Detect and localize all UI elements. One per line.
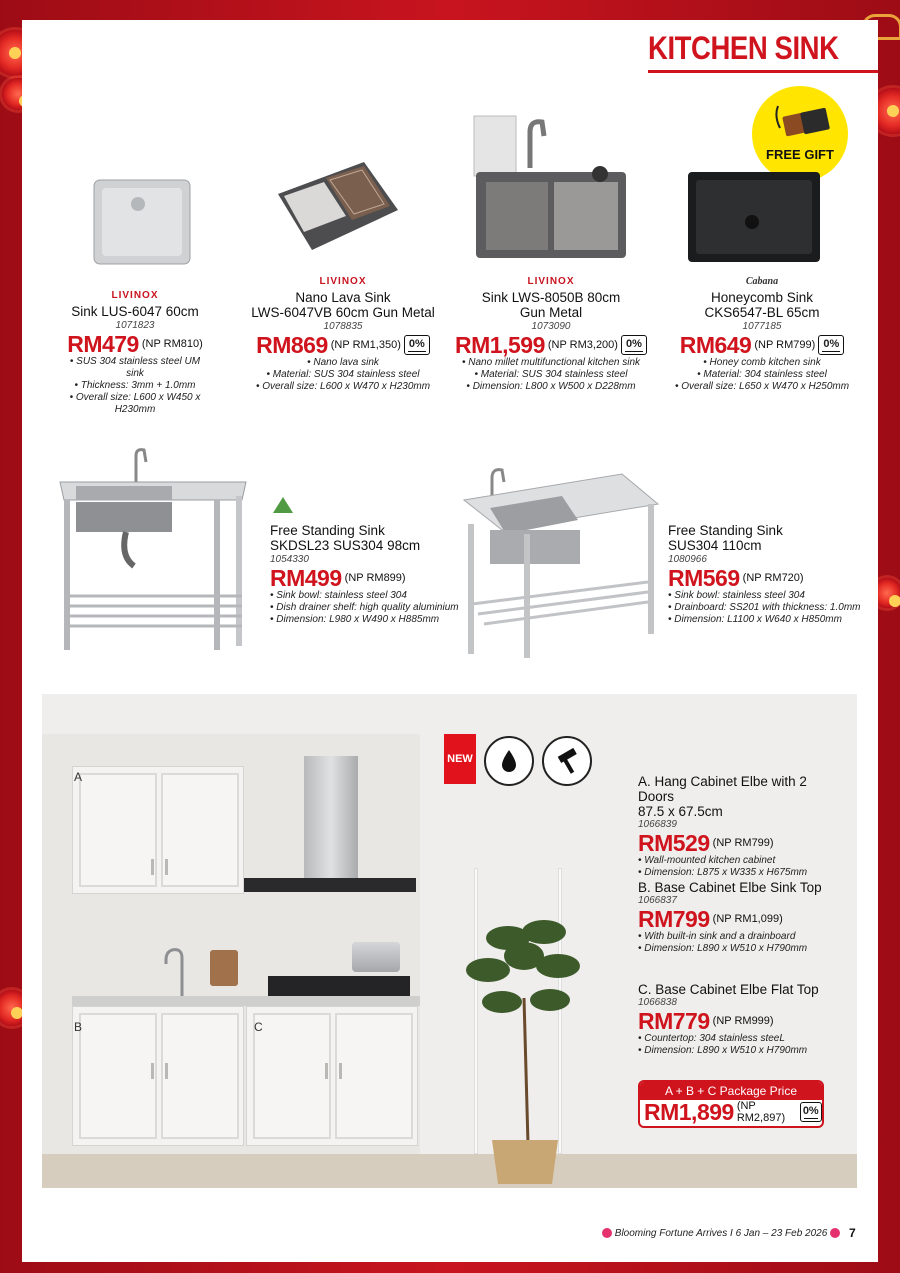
cabinet-door	[161, 1013, 239, 1139]
product-code: 1066838	[638, 997, 677, 1008]
zero-interest-icon: 0%	[818, 335, 844, 355]
product-name-line2: LWS-6047VB 60cm Gun Metal	[251, 305, 435, 320]
product-code: 1066839	[638, 819, 677, 830]
product-name: A. Hang Cabinet Elbe with 2 Doors	[638, 774, 807, 804]
product-bullet: • Dimension: L800 x W500 x D228mm	[466, 381, 636, 392]
cabinet-handle	[165, 1063, 168, 1079]
flower-icon	[830, 1228, 840, 1238]
sink-lws-8050b-image	[470, 112, 630, 262]
normal-price: (NP RM2,897)	[736, 1100, 786, 1124]
product-bullet: • Sink bowl: stainless steel 304	[668, 590, 805, 601]
product-price: RM799	[638, 906, 710, 932]
cabinet-info-a	[638, 774, 838, 879]
product-name: C. Base Cabinet Elbe Flat Top	[638, 982, 819, 997]
cutting-board	[210, 950, 238, 986]
product-price: RM529	[638, 830, 710, 856]
normal-price: (NP RM899)	[344, 572, 406, 584]
new-badge: NEW	[444, 734, 476, 784]
range-hood-chimney	[304, 756, 358, 880]
price-row	[638, 831, 838, 855]
free-standing-sink-sus304-image	[462, 464, 662, 660]
product-code: 1073090	[531, 321, 571, 332]
countertop	[72, 996, 420, 1006]
product-price: RM1,599	[455, 332, 545, 358]
cabinet-handle	[339, 1063, 342, 1079]
price-row	[248, 333, 438, 357]
product-card-skdsl23	[270, 523, 490, 626]
product-bullet: • Overall size: L650 x W470 x H250mm	[674, 381, 850, 392]
product-name: Sink LUS-6047 60cm	[71, 304, 199, 319]
normal-price: (NP RM999)	[712, 1015, 774, 1027]
cabinet-letter-b: B	[74, 1020, 83, 1034]
brand-logo: LIVINOX	[319, 276, 367, 287]
product-code: 1078835	[323, 321, 363, 332]
price-row	[270, 566, 490, 590]
product-card-lus-6047	[60, 290, 210, 416]
cabinet-letter-c: C	[254, 1020, 263, 1034]
product-price: RM499	[270, 565, 342, 591]
normal-price: (NP RM1,350)	[330, 339, 401, 351]
base-cabinet-c	[246, 1006, 418, 1146]
brand-logo: Cabana	[745, 276, 779, 287]
cabinet-handle	[325, 1063, 328, 1079]
free-standing-sink-skdsl23-image	[56, 446, 252, 652]
product-name-line2: SKDSL23 SUS304 98cm	[270, 538, 421, 553]
product-price: RM779	[638, 1008, 710, 1034]
product-price: RM649	[679, 332, 752, 358]
cooking-pot	[352, 942, 400, 972]
price-row	[446, 333, 656, 357]
page-title: KITCHEN SINK	[648, 30, 839, 66]
product-card-lws-8050b	[446, 276, 656, 393]
sink-lws-6047vb-image	[272, 158, 402, 258]
price-row	[638, 1009, 838, 1033]
cabinet-letter-a: A	[74, 770, 83, 784]
product-bullet: • Countertop: 304 stainless steeL	[638, 1033, 785, 1044]
cabinet-handle	[165, 859, 168, 875]
product-name: Honeycomb Sink	[710, 290, 814, 305]
product-bullet: • Nano millet multifunctional kitchen sink	[461, 357, 641, 368]
cabinet-info-b	[638, 880, 838, 955]
product-bullet: • Dimension: L875 x W335 x H675mm	[638, 867, 808, 878]
package-price-box	[638, 1080, 824, 1128]
product-bullet: • Wall-mounted kitchen cabinet	[638, 855, 776, 866]
product-name: Nano Lava Sink	[295, 290, 391, 305]
normal-price: (NP RM720)	[742, 572, 804, 584]
normal-price: (NP RM3,200)	[547, 339, 618, 351]
product-bullet: • Dimension: L890 x W510 x H790mm	[638, 1045, 808, 1056]
product-bullet: • Material: SUS 304 stainless steel	[474, 369, 628, 380]
footer-campaign	[602, 1228, 840, 1239]
footer-text: Blooming Fortune Arrives I 6 Jan – 23 Feb 2026	[614, 1228, 828, 1239]
product-bullet: • SUS 304 stainless steel UM sink	[69, 356, 201, 379]
product-bullet: • Dish drainer shelf: high quality aluminium	[270, 602, 459, 613]
cabinet-info-c	[638, 982, 838, 1057]
sanki-logo-icon	[272, 496, 294, 516]
sanki-logo	[272, 496, 294, 516]
product-bullet: • Sink bowl: stainless steel 304	[270, 590, 407, 601]
normal-price: (NP RM799)	[754, 339, 816, 351]
cabinet-door	[79, 773, 157, 887]
product-name-line2: 87.5 x 67.5cm	[638, 804, 723, 819]
gift-image	[768, 100, 832, 142]
product-bullet: • Material: 304 stainless steel	[697, 369, 827, 380]
product-bullet: • With built-in sink and a drainboard	[638, 931, 796, 942]
price-row	[640, 1100, 822, 1124]
product-bullet: • Honey comb kitchen sink	[703, 357, 821, 368]
free-gift-label: FREE GIFT	[766, 147, 834, 162]
product-card-lws-6047vb	[248, 276, 438, 393]
package-price: RM1,899	[644, 1099, 734, 1125]
product-bullet: • Overall size: L600 x W450 x H230mm	[69, 392, 201, 415]
water-drop-icon	[486, 738, 532, 784]
product-name: Free Standing Sink	[270, 523, 385, 538]
cabinet-door	[253, 1013, 331, 1139]
product-bullet: • Dimension: L1100 x W640 x H850mm	[668, 614, 842, 625]
product-code: 1054330	[270, 554, 309, 565]
product-price: RM869	[256, 332, 328, 358]
product-price: RM479	[67, 331, 139, 357]
price-row	[668, 566, 868, 590]
product-bullet: • Nano lava sink	[307, 357, 379, 368]
product-name: Free Standing Sink	[668, 523, 783, 538]
product-name-line2: Gun Metal	[519, 305, 583, 320]
product-name-line2: SUS304 110cm	[668, 538, 762, 553]
product-code: 1080966	[668, 554, 707, 565]
product-card-cks6547-bl	[672, 276, 852, 393]
hang-cabinet-a	[72, 766, 244, 894]
cabinet-door	[161, 773, 239, 887]
potted-plant	[458, 908, 588, 1184]
product-bullet: • Material: SUS 304 stainless steel	[266, 369, 420, 380]
product-code: 1077185	[742, 321, 782, 332]
product-code: 1066837	[638, 895, 677, 906]
faucet	[162, 946, 192, 998]
zero-interest-icon: 0%	[800, 1102, 822, 1122]
price-row	[638, 907, 838, 931]
package-title: A + B + C Package Price	[640, 1082, 822, 1100]
range-hood	[244, 878, 416, 892]
cabinet-door	[79, 1013, 157, 1139]
normal-price: (NP RM799)	[712, 837, 774, 849]
cabinet-door	[335, 1013, 413, 1139]
sink-cks6547-bl-image	[686, 168, 822, 264]
flower-icon	[602, 1228, 612, 1238]
price-row	[60, 332, 210, 356]
title-underline	[648, 70, 878, 73]
product-card-sus304-110	[668, 523, 868, 626]
page-number: 7	[849, 1226, 856, 1240]
product-bullet: • Drainboard: SS201 with thickness: 1.0mm	[668, 602, 861, 613]
product-bullet: • Overall size: L600 x W470 x H230mm	[255, 381, 431, 392]
cabinet-handle	[151, 1063, 154, 1079]
product-code: 1071823	[115, 320, 155, 331]
brand-logo: LIVINOX	[527, 276, 575, 287]
hammer-icon	[544, 738, 590, 784]
water-resistant-icon	[484, 736, 534, 786]
product-bullet: • Dimension: L980 x W490 x H885mm	[270, 614, 440, 625]
kitchen-floor	[42, 1154, 857, 1188]
cabinet-handle	[151, 859, 154, 875]
zero-interest-icon: 0%	[621, 335, 647, 355]
base-cabinet-b	[72, 1006, 244, 1146]
product-bullet: • Thickness: 3mm + 1.0mm	[74, 380, 196, 391]
normal-price: (NP RM810)	[141, 338, 203, 350]
normal-price: (NP RM1,099)	[712, 913, 783, 925]
product-name: B. Base Cabinet Elbe Sink Top	[638, 880, 822, 895]
brand-logo: LIVINOX	[111, 290, 159, 301]
sink-lus-6047-image	[92, 178, 192, 266]
zero-interest-icon: 0%	[404, 335, 430, 355]
product-name-line2: CKS6547-BL 65cm	[704, 305, 820, 320]
product-price: RM569	[668, 565, 740, 591]
price-row	[672, 333, 852, 357]
durable-icon	[542, 736, 592, 786]
product-bullet: • Dimension: L890 x W510 x H790mm	[638, 943, 808, 954]
product-name: Sink LWS-8050B 80cm	[481, 290, 621, 305]
